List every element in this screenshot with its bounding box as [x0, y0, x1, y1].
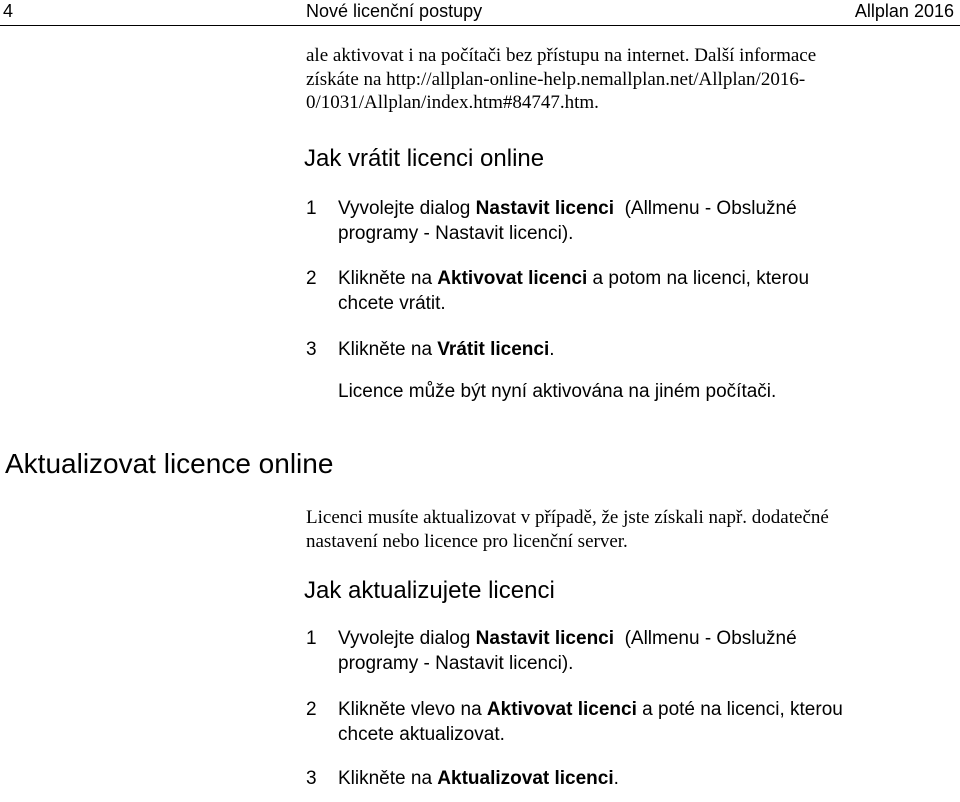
return-note: Licence může být nyní aktivována na jiném počítači.: [338, 381, 777, 402]
step-text: Klikněte na: [338, 268, 438, 289]
step-text: Klikněte na: [338, 339, 438, 360]
step-text: a potom na licenci, kterou: [587, 268, 810, 289]
intro-line: získáte na http://allplan-online-help.nemallplan.net/Allplan/2016-: [306, 68, 806, 90]
intro-line: ale aktivovat i na počítači bez přístupu na internet. Další informace: [306, 45, 817, 66]
step-text: Klikněte vlevo na: [338, 699, 487, 720]
return-section-title: Jak vrátit licenci online: [304, 145, 545, 172]
step-text: (Allmenu - Obslužné: [614, 198, 797, 219]
step-bold-term: Nastavit licenci: [475, 198, 615, 219]
step-text: a poté na licenci, kterou: [636, 699, 843, 720]
page-number: 4: [3, 1, 14, 21]
chapter-title: Nové licenční postupy: [306, 1, 483, 21]
step-number: 2: [306, 699, 317, 720]
update-step-3: [306, 766, 946, 791]
step-text-line2: programy - Nastavit licenci).: [338, 653, 574, 674]
update-paragraph: [306, 506, 946, 553]
return-step-3: [306, 337, 946, 362]
step-number: 1: [306, 628, 317, 649]
step-text-line2: programy - Nastavit licenci).: [338, 223, 574, 244]
step-text: .: [613, 768, 619, 789]
step-number: 1: [306, 198, 317, 219]
update-paragraph-line: Licenci musíte aktualizovat v případě, že jste získali např. dodatečné: [306, 507, 829, 528]
step-text: (Allmenu - Obslužné: [614, 628, 797, 649]
step-bold-term: Aktivovat licenci: [437, 268, 588, 289]
update-paragraph-line: nastavení nebo licence pro licenční server.: [306, 530, 628, 552]
step-number: 3: [306, 768, 317, 789]
step-bold-term: Aktivovat licenci: [486, 699, 637, 720]
step-text: .: [549, 339, 555, 360]
step-text-line2: chcete aktualizovat.: [338, 724, 505, 745]
product-name: Allplan 2016: [854, 1, 954, 21]
return-step-2: [306, 266, 946, 316]
step-text: Vyvolejte dialog: [338, 628, 476, 649]
intro-paragraph: [306, 44, 946, 115]
step-bold-term: Vrátit licenci: [437, 339, 550, 360]
step-number: 3: [306, 339, 317, 360]
update-section-title: Jak aktualizujete licenci: [304, 577, 555, 604]
return-step-1: [306, 196, 946, 246]
page-header: [0, 0, 960, 26]
step-text-line2: chcete vrátit.: [338, 293, 446, 314]
step-number: 2: [306, 268, 317, 289]
update-section-heading: Aktualizovat licence online: [5, 448, 334, 479]
step-bold-term: Aktualizovat licenci: [437, 768, 614, 789]
intro-line: 0/1031/Allplan/index.htm#84747.htm.: [306, 92, 599, 113]
update-step-2: [306, 697, 946, 747]
update-step-1: [306, 626, 946, 676]
step-text: Klikněte na: [338, 768, 438, 789]
step-bold-term: Nastavit licenci: [475, 628, 615, 649]
step-text: Vyvolejte dialog: [338, 198, 476, 219]
